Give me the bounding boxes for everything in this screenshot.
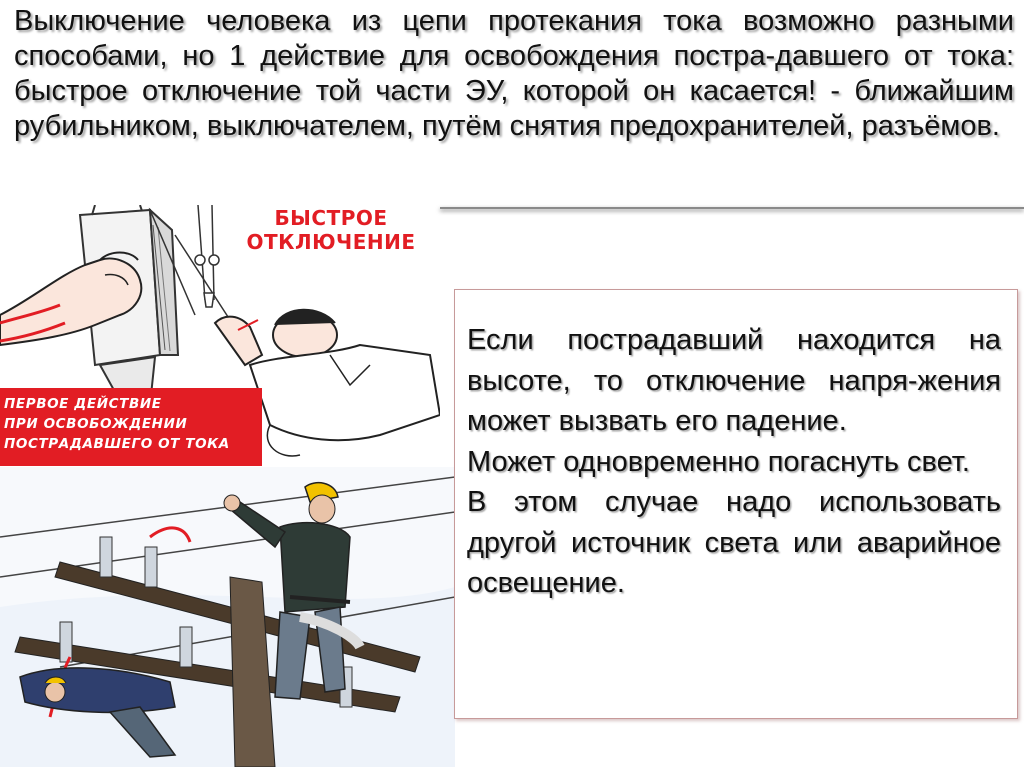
first-action-banner xyxy=(0,388,262,466)
info-paragraph-1: Если пострадавший находится на высоте, то отключение напря-жения может вызвать его падение. xyxy=(467,324,1001,437)
info-box xyxy=(454,289,1018,719)
info-paragraph-3: В этом случае надо использовать другой источник света или аварийное освещение. xyxy=(467,486,1001,599)
info-text xyxy=(467,320,1001,604)
header-divider xyxy=(440,207,1024,209)
quick-disconnect-caption xyxy=(222,206,440,254)
header-text: Выключение человека из цепи протекания тока возможно разными способами, но 1 действие для освобождения постра-давшего от тока: быстрое отключение той части ЭУ, которой он касается! - ближайшим рубильником, выключателем, путём снятия предохранителей, разъёмов. xyxy=(14,5,1014,142)
caption-line-1: БЫСТРОЕ xyxy=(274,206,388,230)
pole-rescue-illustration xyxy=(0,467,455,767)
banner-line-3: ПОСТРАДАВШЕГО ОТ ТОКА xyxy=(4,436,230,452)
slide-header xyxy=(0,0,1024,205)
banner-line-1: ПЕРВОЕ ДЕЙСТВИЕ xyxy=(4,396,162,412)
info-paragraph-2: Может одновременно погаснуть свет. xyxy=(467,445,970,478)
banner-line-2: ПРИ ОСВОБОЖДЕНИИ xyxy=(4,416,188,432)
first-action-banner-text xyxy=(4,394,258,454)
caption-line-2: ОТКЛЮЧЕНИЕ xyxy=(246,230,416,254)
